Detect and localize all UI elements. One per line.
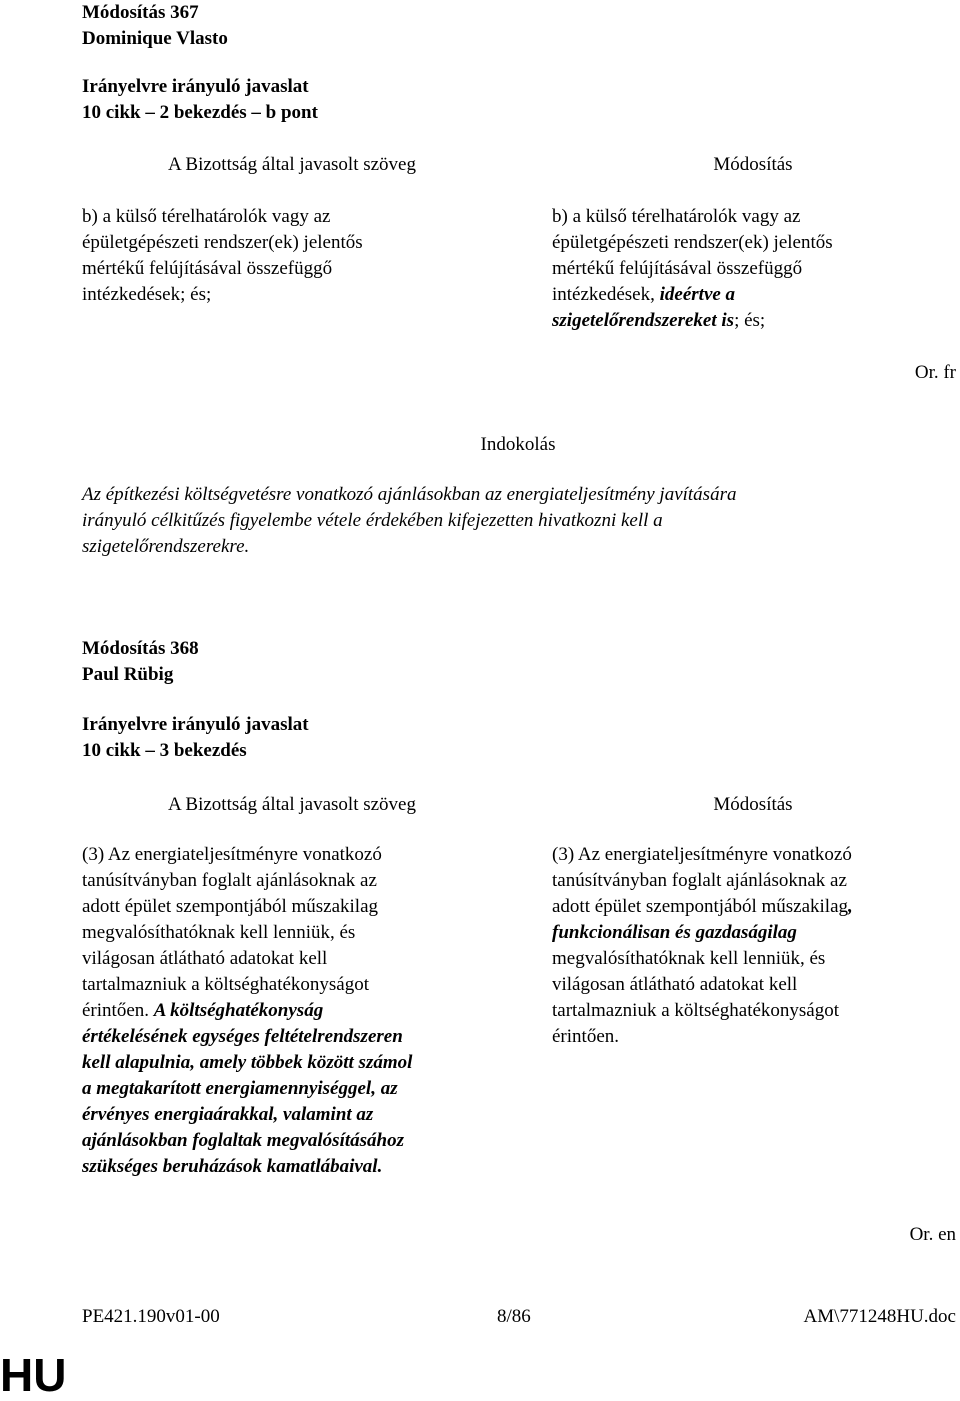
amendment-header bbox=[82, 636, 199, 688]
amendment-number: Módosítás 368 bbox=[82, 638, 199, 659]
amendment-text-heading: Módosítás bbox=[713, 794, 793, 815]
text-line: Az építkezési költségvetésre vonatkozó ajánlásokban az energiateljesítmény javítására bbox=[82, 484, 737, 505]
amendment-text-heading: Módosítás bbox=[713, 154, 793, 175]
amendment-author: Dominique Vlasto bbox=[82, 28, 228, 49]
text-line: b) a külső térelhatárolók vagy az bbox=[82, 206, 331, 227]
text-deleted: érvényes energiaárakkal, valamint az bbox=[82, 1104, 374, 1125]
text-line: irányuló célkitűzés figyelembe vétele érdekében kifejezetten hivatkozni kell a bbox=[82, 510, 663, 531]
text-added: szigetelőrendszereket is bbox=[552, 310, 735, 331]
text-deleted: a megtakarított energiamennyiséggel, az bbox=[82, 1078, 398, 1099]
amendment-header bbox=[82, 0, 228, 52]
commission-text bbox=[82, 842, 412, 1180]
article-reference: 10 cikk – 3 bekezdés bbox=[82, 740, 247, 761]
text-line: (3) Az energiateljesítményre vonatkozó bbox=[552, 844, 852, 865]
text-line: világosan átlátható adatokat kell bbox=[552, 974, 798, 995]
text-line: mértékű felújításával összefüggő bbox=[82, 258, 333, 279]
amendment-reference bbox=[82, 712, 309, 764]
amendment-reference bbox=[82, 74, 318, 126]
amendment-author: Paul Rübig bbox=[82, 664, 174, 685]
footer-language-code: HU bbox=[0, 1349, 67, 1401]
text-line: megvalósíthatóknak kell lenniük, és bbox=[82, 922, 356, 943]
text-line: épületgépészeti rendszer(ek) jelentős bbox=[552, 232, 833, 253]
text-line: b) a külső térelhatárolók vagy az bbox=[552, 206, 801, 227]
text-line: épületgépészeti rendszer(ek) jelentős bbox=[82, 232, 363, 253]
commission-text-heading: A Bizottság által javasolt szöveg bbox=[167, 794, 416, 815]
text-line bbox=[552, 308, 833, 334]
text-deleted: szükséges beruházások kamatlábaival. bbox=[82, 1156, 383, 1177]
text-line: világosan átlátható adatokat kell bbox=[82, 948, 328, 969]
text-line bbox=[82, 998, 412, 1024]
text-plain: ; és; bbox=[734, 310, 766, 331]
footer-file-name: AM\771248HU.doc bbox=[803, 1306, 956, 1327]
text-deleted: ajánlásokban foglaltak megvalósításához bbox=[82, 1130, 404, 1151]
text-line: tartalmazniuk a költséghatékonyságot bbox=[82, 974, 370, 995]
commission-text bbox=[82, 204, 363, 308]
text-deleted: kell alapulnia, amely többek között számol bbox=[82, 1052, 413, 1073]
text-deleted: értékelésének egységes feltételrendszeren bbox=[82, 1026, 403, 1047]
justification-text bbox=[82, 482, 736, 560]
text-added: funkcionálisan és gazdaságilag bbox=[552, 922, 797, 943]
text-line: megvalósíthatóknak kell lenniük, és bbox=[552, 948, 826, 969]
original-language: Or. en bbox=[909, 1224, 956, 1245]
text-line: tartalmazniuk a költséghatékonyságot bbox=[552, 1000, 840, 1021]
text-line bbox=[552, 894, 853, 920]
text-plain: érintően. bbox=[82, 1000, 150, 1021]
text-line: tanúsítványban foglalt ajánlásoknak az bbox=[552, 870, 847, 891]
amendment-text bbox=[552, 204, 833, 334]
commission-text-heading: A Bizottság által javasolt szöveg bbox=[167, 154, 416, 175]
text-line: (3) Az energiateljesítményre vonatkozó bbox=[82, 844, 382, 865]
text-line bbox=[552, 282, 833, 308]
text-line: tanúsítványban foglalt ajánlásoknak az bbox=[82, 870, 377, 891]
text-added: ideértve a bbox=[659, 284, 736, 305]
proposal-type: Irányelvre irányuló javaslat bbox=[82, 76, 309, 97]
footer-doc-ref: PE421.190v01-00 bbox=[82, 1306, 220, 1327]
proposal-type: Irányelvre irányuló javaslat bbox=[82, 714, 309, 735]
footer-page-number: 8/86 bbox=[497, 1306, 531, 1327]
text-plain: adott épület szempontjából műszakilag bbox=[552, 896, 849, 917]
text-line: intézkedések; és; bbox=[82, 284, 212, 305]
text-line: érintően. bbox=[552, 1026, 620, 1047]
text-line: szigetelőrendszerekre. bbox=[82, 536, 250, 557]
text-added: , bbox=[848, 896, 853, 917]
amendment-number: Módosítás 367 bbox=[82, 2, 199, 23]
text-plain: intézkedések, bbox=[552, 284, 655, 305]
text-deleted: A költséghatékonyság bbox=[153, 1000, 324, 1021]
text-line: mértékű felújításával összefüggő bbox=[552, 258, 803, 279]
amendment-text bbox=[552, 842, 853, 1050]
justification-heading: Indokolás bbox=[480, 434, 556, 455]
text-line: adott épület szempontjából műszakilag bbox=[82, 896, 379, 917]
article-reference: 10 cikk – 2 bekezdés – b pont bbox=[82, 102, 318, 123]
original-language: Or. fr bbox=[914, 362, 956, 383]
